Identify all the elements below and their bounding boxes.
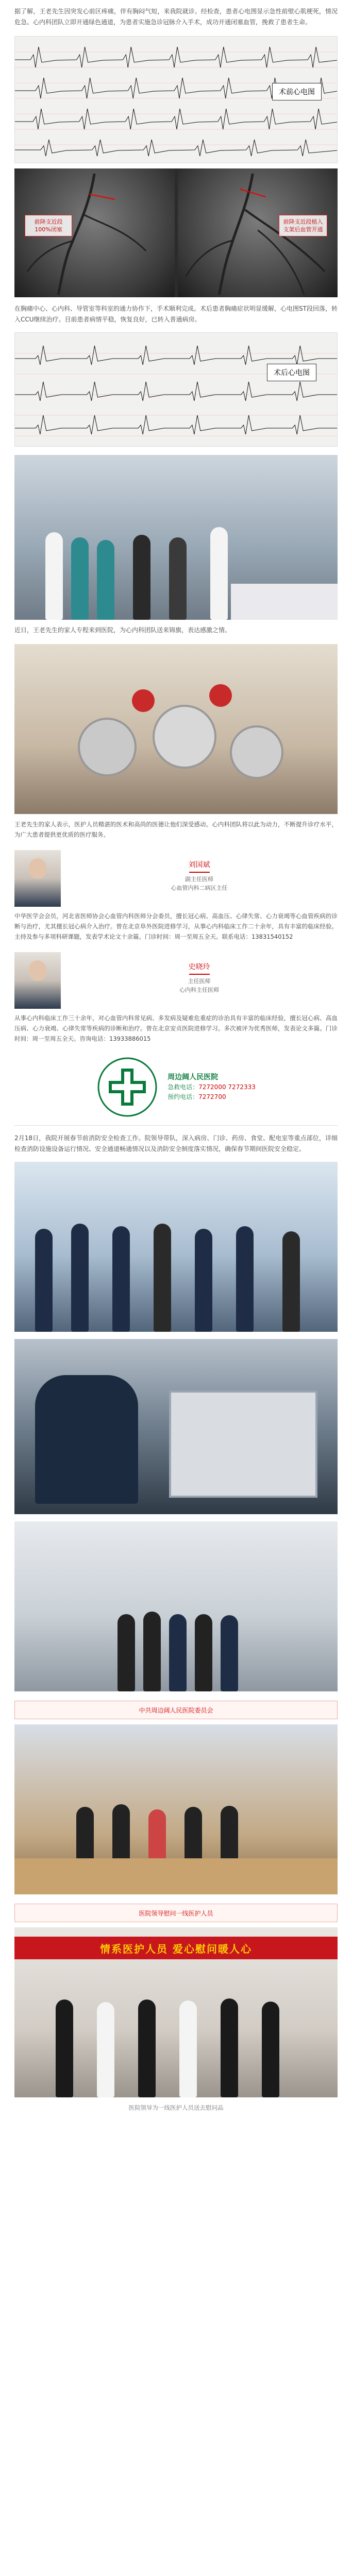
control-panel xyxy=(169,1391,317,1498)
ecg-trace-after xyxy=(15,333,337,446)
doctor-title: 主任医师 xyxy=(188,978,211,985)
angiography-left-image xyxy=(14,168,175,297)
angiography-right-image xyxy=(178,168,338,297)
red-slogan-banner: 情系医护人员 爱心慰问暖人心 xyxy=(14,1937,338,1959)
doctor-bio-2: 从事心内科临床工作三十余年，对心血管内科常见病、多发病及疑难危重症的诊治具有丰富的临床经验，擅长冠心病、高血压病、心力衰竭、心律失常等疾病的诊断和治疗。曾在北京安贞医院进修学习。多次被评为优秀医师，发表论文多篇。门诊时间：周一至周五全天。咨询电话：13933886015 xyxy=(14,1014,338,1042)
corridor-photo xyxy=(14,1521,338,1691)
ecg-before-label: 术前心电图 xyxy=(272,83,322,100)
consult-phone[interactable]: 7272700 xyxy=(198,1093,226,1100)
doctor-name: 史晓玲 xyxy=(188,963,210,971)
doctor-title: 副主任医师 xyxy=(185,876,213,883)
fire-inspection-photo-1 xyxy=(14,1162,338,1332)
doctor-profile-2 xyxy=(14,952,338,1009)
emergency-phone-1[interactable]: 7272000 xyxy=(198,1083,226,1091)
fire-check-paragraph: 2月18日，我院开展春节前消防安全检查工作。院领导带队，深入病房、门诊、药房、食堂、配电室等重点部位，详细检查消防设施设备运行情况、安全通道畅通情况以及消防安全制度落实情况，确保春节期间医院安全稳定。 xyxy=(14,1134,338,1153)
hospital-name: 周边阔人民医院 xyxy=(167,1073,219,1081)
nurse-figure xyxy=(71,537,89,620)
emergency-phone-2[interactable]: 7272333 xyxy=(228,1083,256,1091)
doctor-position: 心内科主任医师 xyxy=(179,987,219,993)
callout-occlusion: 前降支近段100%闭塞 xyxy=(25,215,72,236)
avatar xyxy=(14,850,61,907)
doctor-bio-1: 中华医学会会员，河北省医师协会心血管内科医师分会委员，擅长冠心病、高血压、心律失常、心力衰竭等心血管疾病的诊断与治疗，尤其擅长冠心病介入治疗。曾在北京阜外医院进修学习，从事心内科临床工作二十余年，具有丰富的临床经验。主持及参与多项科研课题，发表学术论文十余篇。门诊时间：周一至周五全天。联系电话：13831540152 xyxy=(14,912,338,940)
hospital-logo-icon xyxy=(96,1056,158,1118)
angiography-images xyxy=(14,168,338,297)
ecg-before-image xyxy=(14,36,338,163)
medals-photo xyxy=(14,644,338,814)
nurse-figure xyxy=(97,540,114,620)
fire-inspection-photo-2 xyxy=(14,1339,338,1514)
hospital-logo-block xyxy=(14,1056,338,1118)
doctor-profile-1 xyxy=(14,850,338,907)
phone-label: 急救电话： xyxy=(167,1083,199,1091)
donation-photo-1 xyxy=(14,1724,338,1894)
officer-figure xyxy=(35,1375,138,1504)
hospital-bed xyxy=(231,584,338,620)
boxes xyxy=(14,1858,338,1894)
visitor-figure xyxy=(133,535,150,620)
ward-visit-photo xyxy=(14,455,338,620)
ecg-after-label: 术后心电图 xyxy=(267,364,316,381)
recognition-paragraph: 王老先生的家人表示，医护人员精湛的医术和高尚的医德让他们深受感动。心内科团队将以此为动力，不断提升诊疗水平，为广大患者提供更优质的医疗服务。 xyxy=(14,821,338,838)
visitor-figure xyxy=(169,537,187,620)
visit-paragraph: 近日，王老先生的家人专程来到医院，为心内科团队送来锦旗，表达感激之情。 xyxy=(14,626,231,634)
ecg-after-image xyxy=(14,332,338,447)
surgery-paragraph: 在胸痛中心、心内科、导管室等科室的通力协作下，手术顺利完成。术后患者胸痛症状明显缓解，心电图ST段回落，转入CCU继续治疗。目前患者病情平稳，恢复良好，已转入普通病房。 xyxy=(14,305,338,323)
section-banner-1: 中共周边阔人民医院委员会 xyxy=(14,1701,338,1719)
doctor-figure xyxy=(45,532,63,620)
doctor-name: 刘国斌 xyxy=(188,861,210,869)
medals-illustration xyxy=(14,644,338,814)
doctor-figure xyxy=(210,527,228,620)
avatar xyxy=(14,952,61,1009)
doctor-position: 心血管内科二病区主任 xyxy=(171,885,228,891)
intro-paragraph: 据了解，王老先生因突发心前区疼痛，伴有胸闷气短，来我院就诊。经检查，患者心电图显示急性前壁心肌梗死，情况危急。心内科团队立即开通绿色通道，为患者实施急诊冠脉介入手术，成功开通闭塞血管，挽救了患者生命。 xyxy=(14,8,338,26)
consult-label: 预约电话： xyxy=(167,1093,199,1100)
callout-stent: 前降支近段植入支架后血管开通 xyxy=(279,215,327,236)
footer-note: 医院领导为一线医护人员送去慰问品 xyxy=(128,2104,224,2111)
donation-photo-2 xyxy=(14,1927,338,2097)
section-banner-2: 医院领导慰问一线医护人员 xyxy=(14,1904,338,1922)
